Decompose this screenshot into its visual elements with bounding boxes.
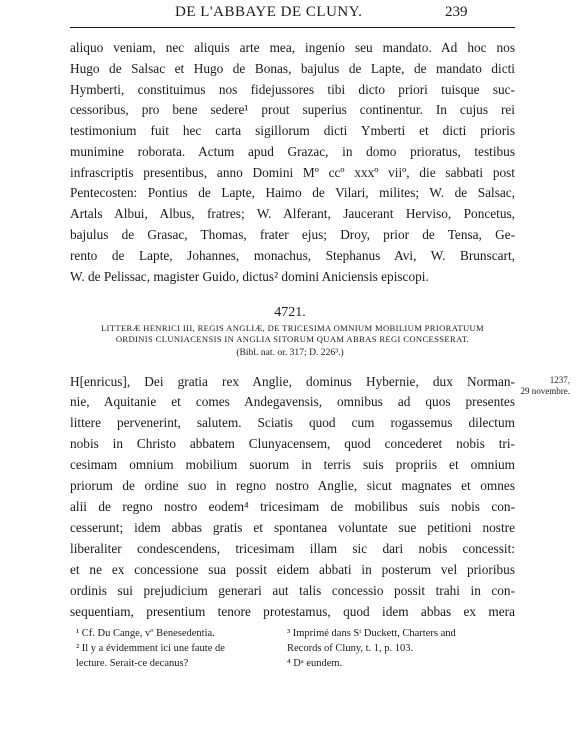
text-line: aliquo veniam, nec aliquis arte mea, ingenio seu mandato. Ad hoc nos: [70, 40, 515, 55]
text-line: priorum de ordine suo in regno nostro Anglie, sicut magnates et omnes: [70, 478, 515, 493]
footnote-3-continued: Records of Cluny, t. 1, p. 103.: [287, 643, 414, 654]
text-line: alii de regno nostro eodem⁴ tricesimam de mobilibus suis nobis con-: [70, 499, 515, 514]
text-line: Artals Albui, Albus, fratres; W. Alferant, Jaucerant Herviso, Poncetus,: [70, 206, 515, 221]
footnote-1: ¹ Cf. Du Cange, vº Benesedentia.: [76, 628, 215, 639]
footnote-2: ² Il y a évidemment ici une faute de: [76, 643, 225, 654]
text-line: munimine roborata. Actum apud Grazac, in domo prioratus, testibus: [70, 144, 515, 159]
text-line: littere pervenerint, salutem. Sciatis quod cum rogassemus dilectum: [70, 415, 515, 430]
footnote-3: ³ Imprimé dans Sᵗ Duckett, Charters and: [287, 628, 456, 639]
footnote-4: ⁴ Dᵃ eundem.: [287, 658, 343, 669]
text-line: ordinis sui prejudicium generari aut talis concessio possit trahi in con-: [70, 583, 515, 598]
text-line: cesserunt; idem abbas gratis et spontanea voluntate sue petitioni nostre: [70, 520, 515, 535]
running-title: DE L'ABBAYE DE CLUNY.: [175, 4, 363, 20]
text-line: cesimam omnium mobilium suorum in terris suis propriis et omnium: [70, 457, 515, 472]
text-line: rento de Lapte, Johannes, monachus, Stephanus Avi, W. Brunscart,: [70, 248, 515, 263]
footnote-2-continued: lecture. Serait-ce decanus?: [76, 658, 189, 669]
margin-date-day: 29 novembre.: [520, 386, 570, 396]
text-line: sequentiam, presentium tenore protestamus, quod idem abbas ex mera: [70, 604, 515, 619]
text-line: nie, Aquitanie et comes Andegavensis, omnibus ad quos presentes: [70, 394, 515, 409]
text-line: infrascriptis presentibus, anno Domini Mº ccº xxxº viiº, die sabbati post: [70, 165, 515, 180]
margin-date-year: 1237,: [549, 375, 570, 385]
text-line: liberaliter condescendens, tricesimam illam sic dari nobis concessit:: [70, 541, 515, 556]
text-line: bajulus de Grasac, Thomas, frater ejus; Droy, prior de Tensa, Ge-: [70, 227, 515, 242]
text-line: W. de Pelissac, magister Guido, dictus² domini Aniciensis episcopi.: [70, 269, 429, 284]
text-line: testimonium fuit hec carta sigillorum dicti Ymberti et dicti prioris: [70, 123, 515, 138]
text-line: Hymberti, constituimus nos fidejussores tibi dicto priori tuisque suc-: [70, 82, 515, 97]
text-line: H[enricus], Dei gratia rex Anglie, dominus Hybernie, dux Norman-: [70, 374, 515, 389]
page-number: 239: [445, 4, 468, 20]
text-line: cessoribus, pro bene sedere¹ prout superius continentur. In cujus rei: [70, 102, 515, 117]
header-rule: [70, 27, 515, 28]
charter-title-line: ORDINIS CLUNIACENSIS IN ANGLIA SITORUM QUAM ABBAS REGI CONCESSERAT.: [115, 334, 470, 344]
charter-number: 4721.: [274, 305, 306, 320]
charter-title-line: LITTERÆ HENRICI III, REGIS ANGLIÆ, DE TRICESIMA OMNIUM MOBILIUM PRIORATUUM: [100, 323, 485, 333]
text-line: nobis in Christo abbatem Clunyacensem, quod concederet nobis tri-: [70, 436, 515, 451]
text-line: et ne ex concessione sua possit eidem abbati in posterum vel prioribus: [70, 562, 515, 577]
text-line: Pentecosten: Pontius de Lapte, Haimo de Vilari, milites; W. de Salsac,: [70, 185, 515, 200]
text-line: Hugo de Salsac et Hugo de Bonas, bajulus de Lapte, de mandato dicti: [70, 61, 515, 76]
charter-source: (Bibl. nat. or. 317; D. 226³.): [236, 347, 344, 358]
